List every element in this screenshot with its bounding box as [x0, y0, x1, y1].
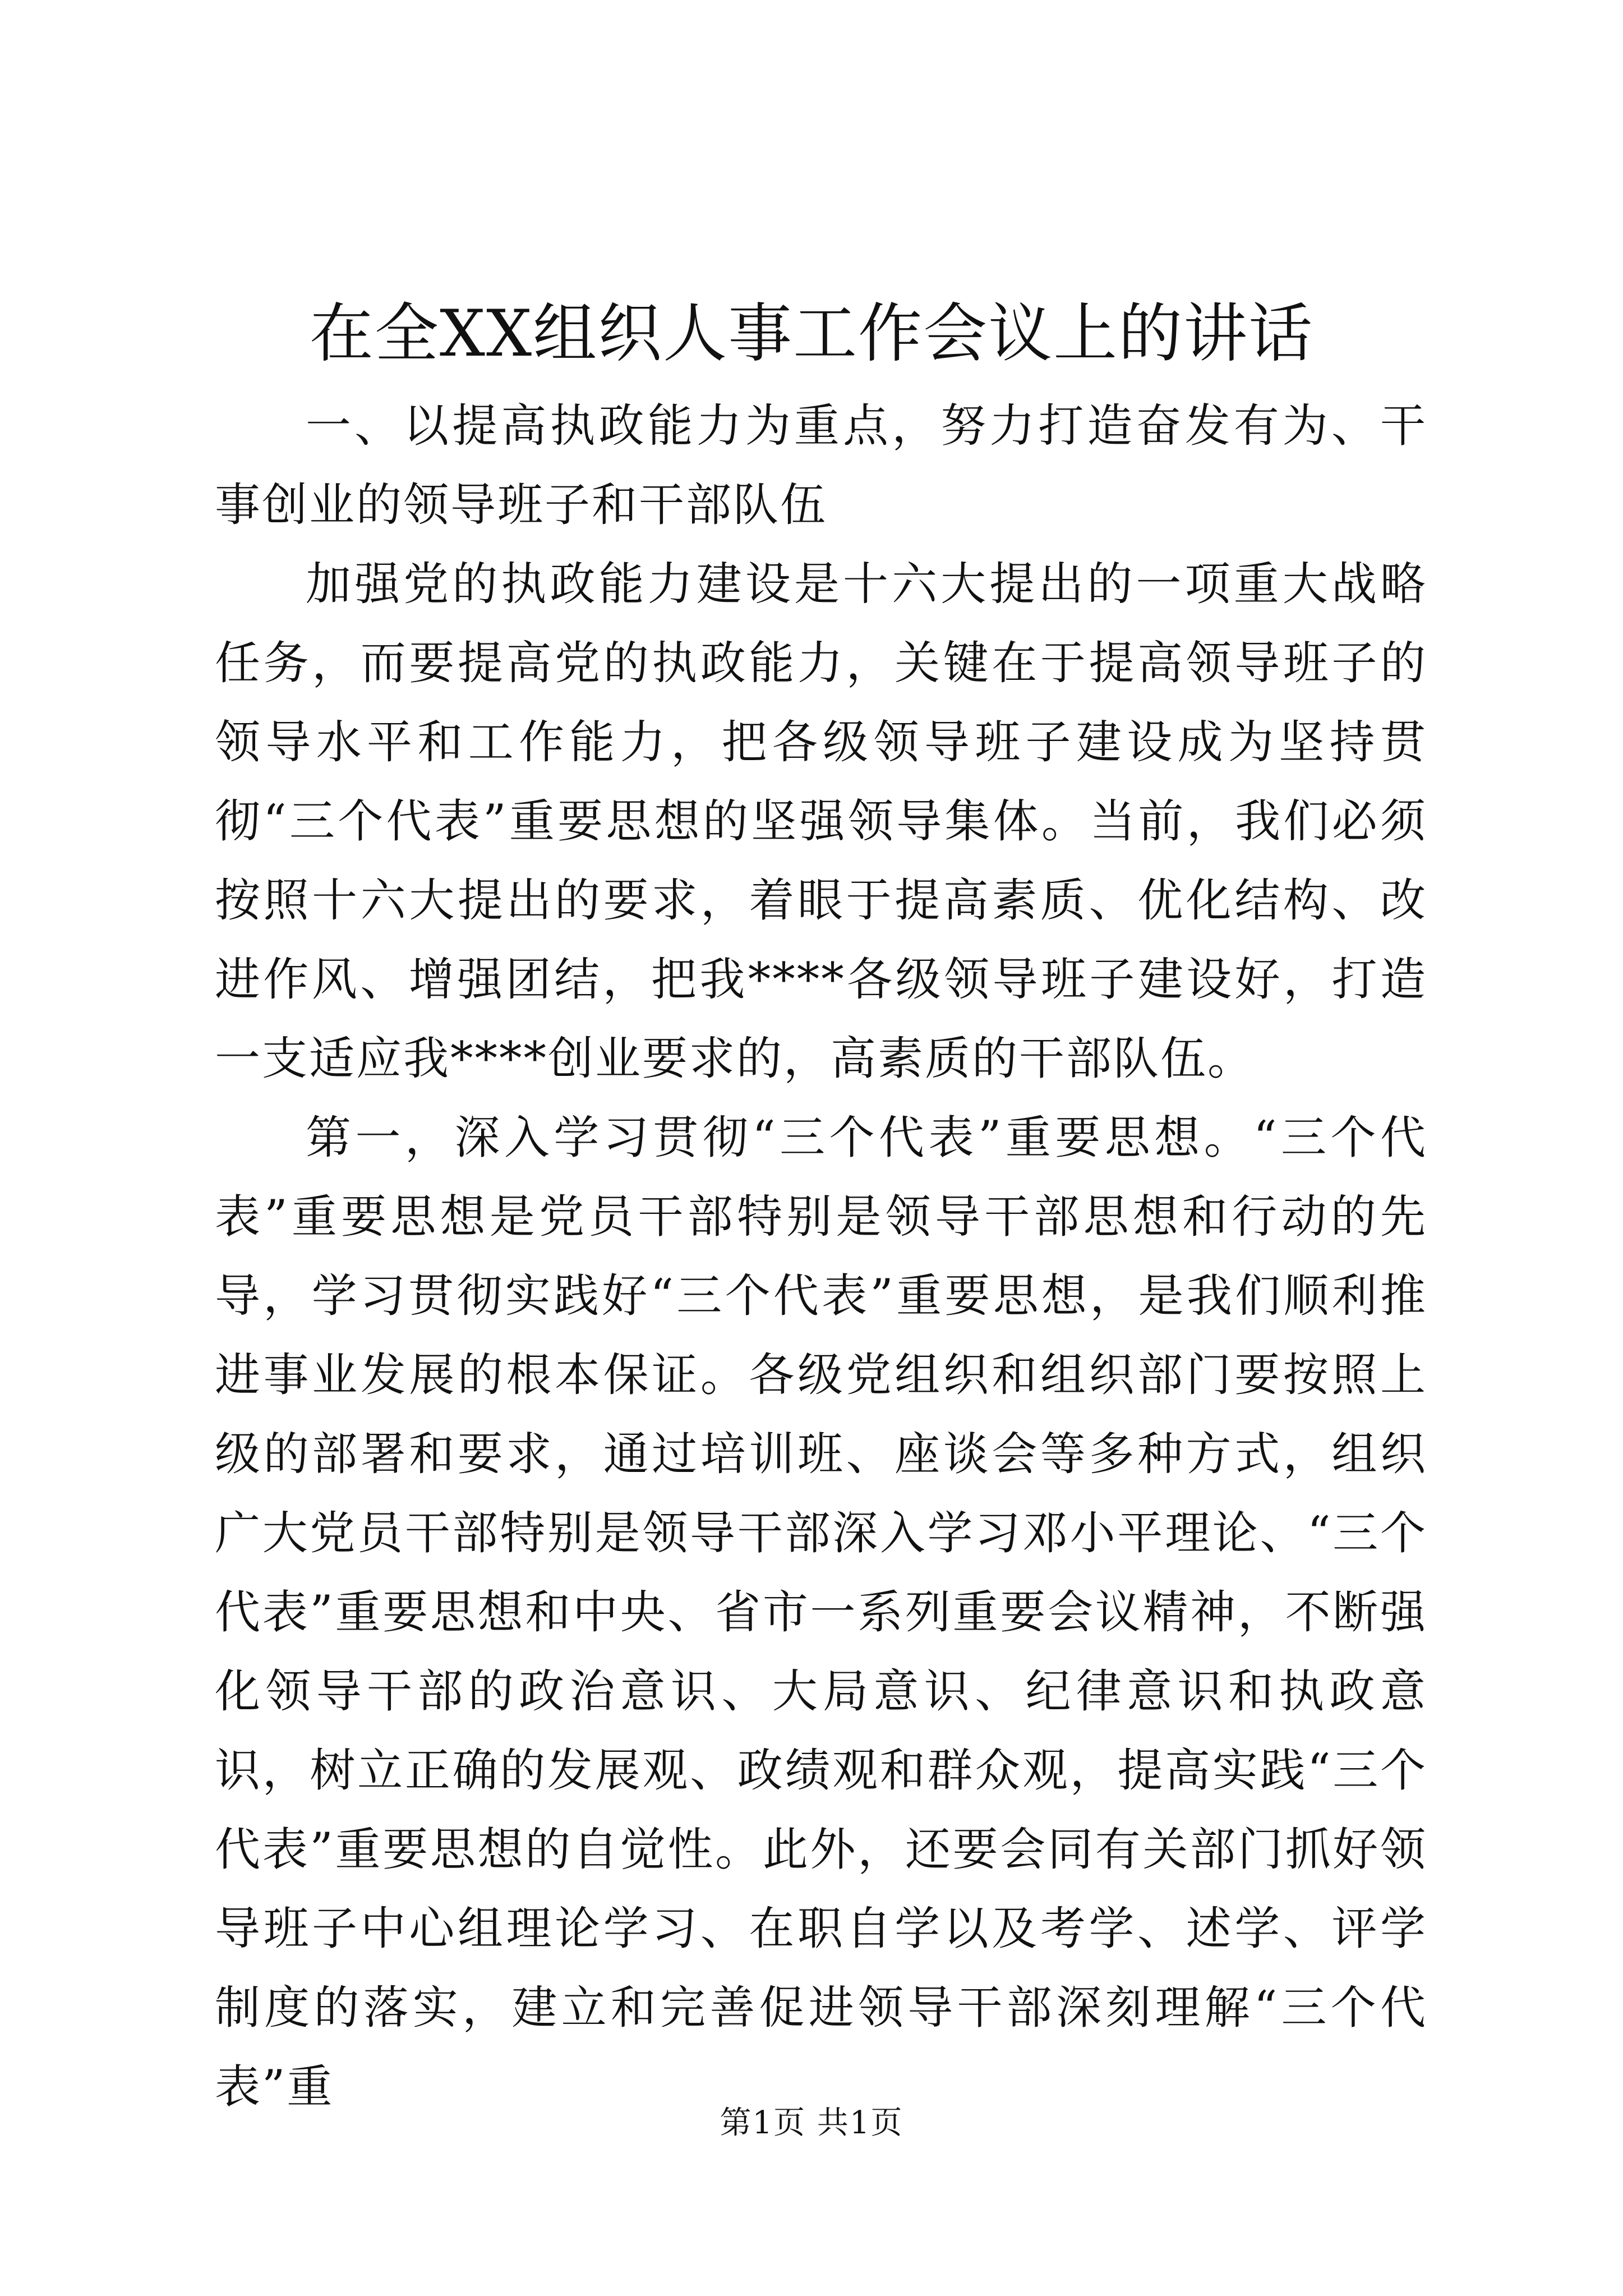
body-paragraph: 加强党的执政能力建设是十六大提出的一项重大战略任务，而要提高党的执政能力，关键在于提高领导班子的领导水平和工作能力，把各级领导班子建设成为坚持贯彻“三个代表”重要思想的坚强领导集体。当前，我们必须按照十六大提出的要求，着眼于提高素质、优化结构、改进作风、增强团结，把我****各级领导班子建设好，打造一支适应我****创业要求的，高素质的干部队伍。 — [215, 558, 1427, 1085]
section-heading: 一、以提高执政能力为重点，努力打造奋发有为、干事创业的领导班子和干部队伍 — [215, 400, 1427, 532]
page-footer: 第1页 共1页 — [720, 2105, 903, 2141]
document-body — [215, 387, 1427, 2127]
document-title: 在全XX组织人事工作会议上的讲话 — [309, 296, 1314, 371]
body-paragraph: 第一，深入学习贯彻“三个代表”重要思想。“三个代表”重要思想是党员干部特别是领导干部思想和行动的先导，学习贯彻实践好“三个代表”重要思想，是我们顺利推进事业发展的根本保证。各级党组织和组织部门要按照上级的部署和要求，通过培训班、座谈会等多种方式，组织广大党员干部特别是领导干部深入学习邓小平理论、“三个代表”重要思想和中央、省市一系列重要会议精神，不断强化领导干部的政治意识、大局意识、纪律意识和执政意识，树立正确的发展观、政绩观和群众观，提高实践“三个代表”重要思想的自觉性。此外，还要会同有关部门抓好领导班子中心组理论学习、在职自学以及考学、述学、评学制度的落实，建立和完善促进领导干部深刻理解“三个代表”重 — [215, 1112, 1427, 2114]
